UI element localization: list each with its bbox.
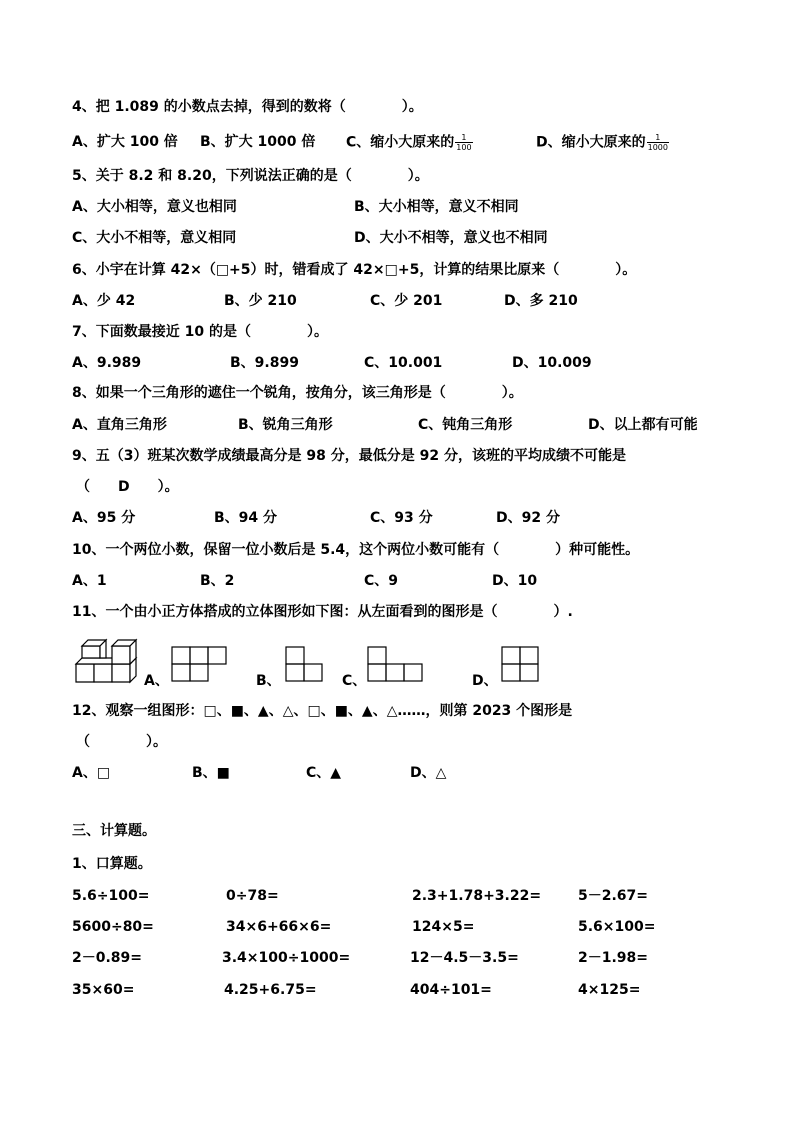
fraction-1-1000: $\frac{1}{1000}$: [647, 133, 668, 152]
q9-option-b: B、94 分: [214, 510, 278, 526]
section-subtitle: 1、口算题。: [72, 856, 152, 872]
calc-item: 4×125=: [578, 982, 641, 998]
option-b-figure: [284, 645, 328, 685]
section-title: 三、计算题。: [72, 823, 156, 839]
q8-option-d: D、以上都有可能: [588, 417, 698, 433]
q4-option-b: B、扩大 1000 倍: [200, 134, 316, 150]
q6-option-c: C、少 201: [370, 293, 443, 309]
calc-item: 124×5=: [412, 919, 475, 935]
fraction-1-100: $\frac{1}{100}$: [456, 133, 472, 152]
q11-stem: 11、一个由小正方体搭成的立体图形如下图：从左面看到的图形是（ ）.: [72, 604, 573, 620]
q12-option-c: C、▲: [306, 765, 342, 781]
q4-option-a: A、扩大 100 倍: [72, 134, 178, 150]
q6-option-d: D、多 210: [504, 293, 578, 309]
q12-option-b: B、■: [192, 765, 230, 781]
option-a-figure: [170, 645, 230, 685]
q6-option-a: A、少 42: [72, 293, 136, 309]
q7-option-d: D、10.009: [512, 355, 592, 371]
q6-option-b: B、少 210: [224, 293, 297, 309]
calc-item: 5.6×100=: [578, 919, 656, 935]
calc-item: 5600÷80=: [72, 919, 154, 935]
calc-item: 5.6÷100=: [72, 888, 150, 904]
calc-item: 4.25+6.75=: [224, 982, 317, 998]
option-d-figure: [500, 645, 544, 685]
q11-option-c: C、: [342, 673, 367, 689]
q7-option-b: B、9.899: [230, 355, 299, 371]
q11-option-b: B、: [256, 673, 281, 689]
q12-stem: 12、观察一组图形：□、■、▲、△、□、■、▲、△……，则第 2023 个图形是: [72, 703, 573, 719]
calc-item: 404÷101=: [410, 982, 492, 998]
q10-option-c: C、9: [364, 573, 399, 589]
q8-option-a: A、直角三角形: [72, 417, 167, 433]
q4-option-c: C、缩小大原来的 $\frac{1}{100}$: [346, 133, 472, 152]
q5-option-d: D、大小不相等，意义也不相同: [354, 230, 548, 246]
q9-answer-blank: （ D ）。: [76, 479, 179, 495]
q8-option-c: C、钝角三角形: [418, 417, 513, 433]
option-c-figure: [366, 645, 426, 685]
calc-item: 5－2.67=: [578, 888, 649, 904]
calc-item: 2.3+1.78+3.22=: [412, 888, 542, 904]
q4-stem: 4、把 1.089 的小数点去掉，得到的数将（ ）。: [72, 99, 423, 115]
q10-option-b: B、2: [200, 573, 235, 589]
q7-stem: 7、下面数最接近 10 的是（ ）。: [72, 324, 328, 340]
q5-option-c: C、大小不相等，意义相同: [72, 230, 237, 246]
calc-item: 3.4×100÷1000=: [222, 950, 351, 966]
q11-option-a: A、: [144, 673, 169, 689]
cube-stack-figure: [74, 634, 146, 684]
q7-option-a: A、9.989: [72, 355, 142, 371]
q9-option-d: D、92 分: [496, 510, 560, 526]
calc-item: 0÷78=: [226, 888, 279, 904]
q9-stem: 9、五（3）班某次数学成绩最高分是 98 分，最低分是 92 分，该班的平均成绩不可能是: [72, 448, 626, 464]
calc-item: 2－1.98=: [578, 950, 649, 966]
q9-option-a: A、95 分: [72, 510, 136, 526]
q8-stem: 8、如果一个三角形的遮住一个锐角，按角分，该三角形是（ ）。: [72, 385, 523, 401]
q6-stem: 6、小宇在计算 42×（□+5）时，错看成了 42×□+5，计算的结果比原来（ ）。: [72, 262, 637, 278]
q9-option-c: C、93 分: [370, 510, 433, 526]
q12-answer-blank: （ ）。: [76, 734, 167, 750]
q7-option-c: C、10.001: [364, 355, 443, 371]
calc-item: 35×60=: [72, 982, 135, 998]
calc-item: 34×6+66×6=: [226, 919, 332, 935]
q5-stem: 5、关于 8.2 和 8.20，下列说法正确的是（ ）。: [72, 168, 429, 184]
q4-option-d: D、缩小大原来的 $\frac{1}{1000}$: [536, 133, 668, 152]
q12-option-a: A、□: [72, 765, 111, 781]
q11-option-d: D、: [472, 673, 498, 689]
q10-stem: 10、一个两位小数，保留一位小数后是 5.4，这个两位小数可能有（ ）种可能性。: [72, 542, 640, 558]
q8-option-b: B、锐角三角形: [238, 417, 333, 433]
calc-item: 2－0.89=: [72, 950, 143, 966]
q5-option-b: B、大小相等，意义不相同: [354, 199, 519, 215]
calc-item: 12－4.5－3.5=: [410, 950, 519, 966]
q5-option-a: A、大小相等，意义也相同: [72, 199, 237, 215]
q10-option-a: A、1: [72, 573, 107, 589]
q10-option-d: D、10: [492, 573, 538, 589]
q12-option-d: D、△: [410, 765, 447, 781]
